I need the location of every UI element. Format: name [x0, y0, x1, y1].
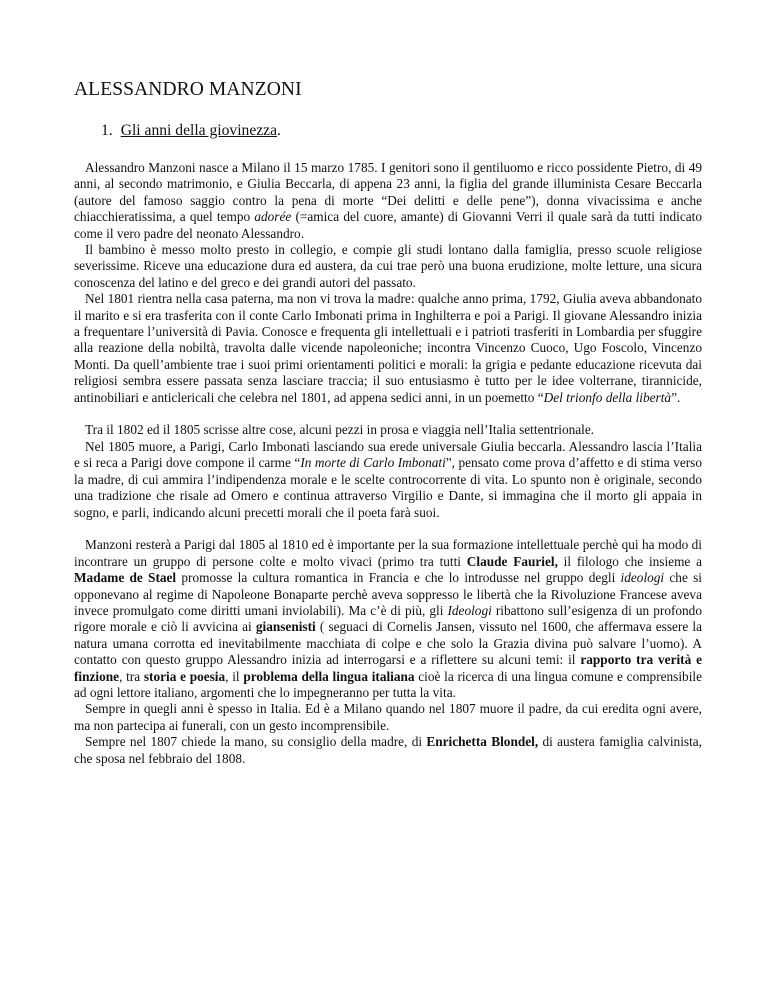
bold-term: problema della lingua italiana: [243, 668, 415, 684]
bold-name: Enrichetta Blondel,: [426, 734, 539, 750]
italic-work-title: In morte di Carlo Imbonati: [300, 455, 446, 471]
italic-work-title: Del trionfo della libertà: [543, 389, 672, 405]
text-run: ( seguaci di Cornelis Jansen, vissuto nel 1600, che affermava essere la natura umana corrotta ed inevitabilmente macchiata di colpe e che solo la Grazia divina può salvare l’uomo). A contatto con questo gruppo Alessandro inizia ad interrogarsi e a riflettere su alcuni temi: il: [74, 619, 702, 668]
italic-term: adorée: [254, 209, 292, 225]
text-run: , tra: [119, 668, 144, 684]
text-run: ribattono sull’esigenza di un profondo rigore morale e ciò li avvicina ai: [74, 602, 702, 635]
italic-term: ideologi: [620, 570, 665, 586]
section-title: Gli anni della giovinezza: [120, 122, 278, 139]
text-run: Sempre nel 1807 chiede la mano, su consiglio della madre, di: [85, 734, 427, 750]
text-run: Nel 1801 rientra nella casa paterna, ma non vi trova la madre: qualche anno prima, 1792, Giulia aveva abbandonato il marito e si era trasferita con il conte Carlo Imbonati prima in Inghilterra e poi a Parigi. Il giovane Alessandro inizia a frequentare l’università di Pavia. Conosce e frequenta gli intellettuali e i patrioti trasferiti in Lombardia per sfuggire alla reazione della nobiltà, travolta dalle vicende napoleoniche; incontra Vincenzo Cuoco, Ugo Foscolo, Vincenzo Monti. Da quell’ambiente trae i suoi primi orientamenti politici e morali: la grigia e pedante educazione ricevuta dai religiosi sembra essere passata senza lasciare traccia; il suo entusiasmo è tutto per le idee volterrane, tirannicide, antinobiliari e anticlericali che celebra nel 1801, ad appena sedici anni, in un poemetto “: [74, 291, 702, 405]
text-run: Nel 1805 muore, a Parigi, Carlo Imbonati lasciando sua erede universale Giulia beccarla. Alessandro lascia l’Italia e si reca a Parigi dove compone il carme “: [74, 438, 702, 471]
paragraph-marriage: [74, 734, 702, 767]
paragraph-father-death: Sempre in quegli anni è spesso in Italia. Ed è a Milano quando nel 1807 muore il padre, da cui eredita ogni avere, ma non partecipa ai funerali, con un gesto incomprensibile.: [74, 701, 702, 733]
paragraph-return-1801: [74, 291, 702, 406]
paragraph-1802-1805: Tra il 1802 ed il 1805 scrisse altre cose, alcuni pezzi in prosa e viaggia nell’Italia settentrionale.: [85, 422, 595, 438]
text-run: Manzoni resterà a Parigi dal 1805 al 1810 ed è importante per la sua formazione intellettuale perchè qui ha modo di incontrare un gruppo di persone colte e molto vivaci (primo tra tutti: [74, 537, 702, 569]
text-run: che si opponevano al regime di Napoleone Bonaparte perchè aveva soppresso le libertà che la Rivoluzione Francese aveva invece promulgato come diritti umani inviolabili). Ma c’è di più, gli: [74, 570, 702, 618]
text-run: , il: [225, 668, 244, 684]
italic-term: Ideologi: [447, 602, 492, 618]
text-run: cioè la ricerca di una lingua comune e comprensibile ad ogni lettore italiano, argomenti che lo impegneranno per tutta la vita.: [74, 668, 702, 700]
bold-term: giansenisti: [255, 619, 316, 635]
section-title-period: .: [277, 122, 281, 139]
text-run: il filologo che insieme a: [557, 553, 702, 569]
text-run: ”.: [671, 389, 681, 405]
text-run: di austera famiglia calvinista, che sposa nel febbraio del 1808.: [74, 734, 702, 766]
document-body: [74, 160, 702, 767]
section-number: 1.: [101, 122, 113, 139]
document-title: ALESSANDRO MANZONI: [74, 79, 302, 100]
bold-term: storia e poesia: [143, 668, 226, 684]
paragraph-birth: [74, 160, 702, 242]
section-heading: [101, 122, 281, 140]
bold-name: Claude Fauriel,: [466, 553, 558, 569]
text-run: Alessandro Manzoni nasce a Milano il 15 marzo 1785. I genitori sono il gentiluomo e ricco possidente Pietro, di 49 anni, al secondo matrimonio, e Giulia Beccarla, di appena 23 anni, la figlia del grande illuminista Cesare Beccarla (autore del famoso saggio contro la pena di morte “Dei delitti e delle pene”), donna vivacissima e anche chiacchieratissima, a quel tempo: [74, 160, 702, 225]
paragraph-imbonati: [74, 439, 702, 521]
paragraph-education: Il bambino è messo molto presto in collegio, e compie gli studi lontano dalla famiglia, presso scuole religiose severissime. Riceve una educazione dura ed austera, da cui trae però una buona erudizione, molte letture, una sicura conoscenza del latino e del greco e dei grandi autori del passato.: [74, 242, 702, 290]
text-run: promosse la cultura romantica in Francia e che lo introdusse nel gruppo degli: [176, 570, 621, 586]
text-run: (=amica del cuore, amante) di Giovanni Verri il quale sarà da tutti indicato come il vero padre del neonato Alessandro.: [74, 209, 702, 241]
text-run: ”, pensato come prova d’affetto e di stima verso la madre, di cui ammira l’indipendenza morale e le scelte controcorrente di vita. Lo spunto non è originale, secondo una tradizione che risale ad Omero e continua attraverso Virgilio e Dante, si immagina che il morto gli appaia in sogno, e parli, indicando alcuni precetti morali che il poeta farà suoi.: [74, 455, 702, 520]
paragraph-paris: [74, 537, 702, 701]
bold-term: rapporto tra verità e finzione: [74, 652, 703, 684]
bold-name: Madame de Stael: [74, 570, 177, 586]
